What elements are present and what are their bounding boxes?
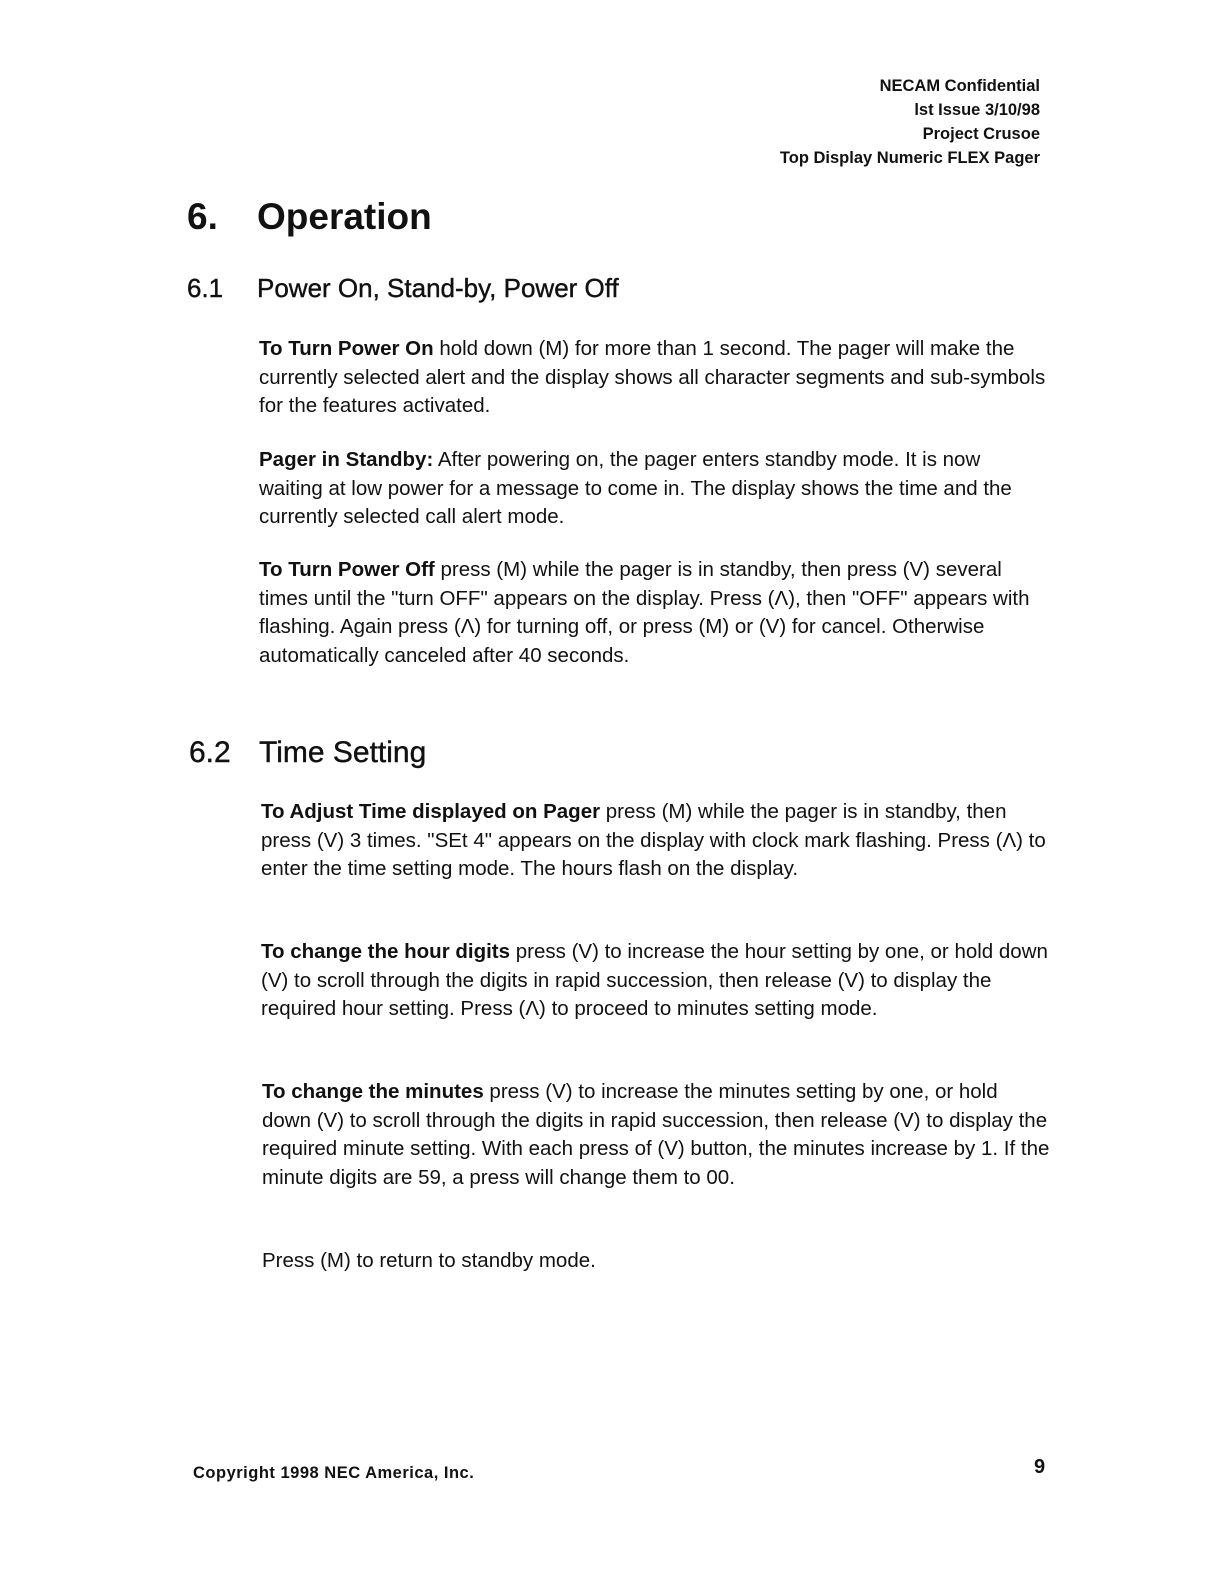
paragraph-lead: To change the hour digits: [261, 940, 511, 963]
section-6-2-heading: [189, 736, 426, 770]
paragraph-text: press (M) while the pager is in standby, then press (V) several times until the "turn OFF" appears on the display. Press (Λ), then "OFF" appears with flashing. Again press (Λ) for turning off, or press (M) or (V) for cancel. Otherwise automatically canceled after 40 seconds.: [259, 558, 1030, 667]
paragraph-text: Press (M) to return to standby mode.: [262, 1249, 596, 1272]
section-6-number: 6.: [187, 196, 218, 237]
paragraph-lead: Pager in Standby:: [259, 448, 434, 471]
section-6-2-title: Time Setting: [259, 736, 427, 769]
paragraph-lead: To Adjust Time displayed on Pager: [261, 800, 601, 823]
paragraph-lead: To Turn Power On: [259, 337, 434, 360]
header-issue: lst Issue 3/10/98: [914, 101, 1040, 119]
paragraph-power-on: [259, 335, 1049, 421]
paragraph-hour-digits: [261, 938, 1051, 1024]
paragraph-lead: To change the minutes: [262, 1080, 484, 1103]
header-project: Project Crusoe: [922, 125, 1040, 143]
section-6-1-heading: [187, 273, 619, 304]
header-product: Top Display Numeric FLEX Pager: [779, 149, 1040, 167]
section-6-heading: [187, 196, 432, 238]
paragraph-text: press (V) to increase the hour setting by one, or hold down (V) to scroll through the digits in rapid succession, then release (V) to display the required hour setting. Press (Λ) to proceed to minutes setting mode.: [261, 940, 1048, 1020]
paragraph-return-standby: [262, 1247, 1052, 1276]
paragraph-text: After powering on, the pager enters standby mode. It is now waiting at low power for a message to come in. The display shows the time and the currently selected call alert mode.: [259, 448, 1012, 528]
paragraph-minutes: [262, 1078, 1052, 1192]
paragraph-lead: To Turn Power Off: [259, 558, 435, 581]
document-header: [780, 74, 1040, 170]
paragraph-text: hold down (M) for more than 1 second. The pager will make the currently selected alert and the display shows all character segments and sub-symbols for the features activated.: [259, 337, 1046, 417]
paragraph-text: press (V) to increase the minutes setting by one, or hold down (V) to scroll through the digits in rapid succession, then release (V) to display the required minute setting. With each press of (V) button, the minutes increase by 1. If the minute digits are 59, a press will change them to 00.: [262, 1080, 1050, 1189]
section-6-2-number: 6.2: [189, 736, 231, 769]
paragraph-adjust-time: [261, 798, 1051, 884]
paragraph-power-off: [259, 556, 1049, 670]
page-number: 9: [1034, 1456, 1046, 1478]
paragraph-text: press (M) while the pager is in standby, then press (V) 3 times. "SEt 4" appears on the display with clock mark flashing. Press (Λ) to enter the time setting mode. The hours flash on the display.: [261, 800, 1046, 880]
section-6-title: Operation: [257, 196, 432, 237]
section-6-1-title: Power On, Stand-by, Power Off: [257, 273, 619, 303]
copyright-footer: Copyright 1998 NEC America, Inc.: [193, 1464, 475, 1482]
header-confidential: NECAM Confidential: [879, 77, 1040, 95]
section-6-1-number: 6.1: [187, 273, 224, 303]
paragraph-standby: [259, 446, 1049, 532]
